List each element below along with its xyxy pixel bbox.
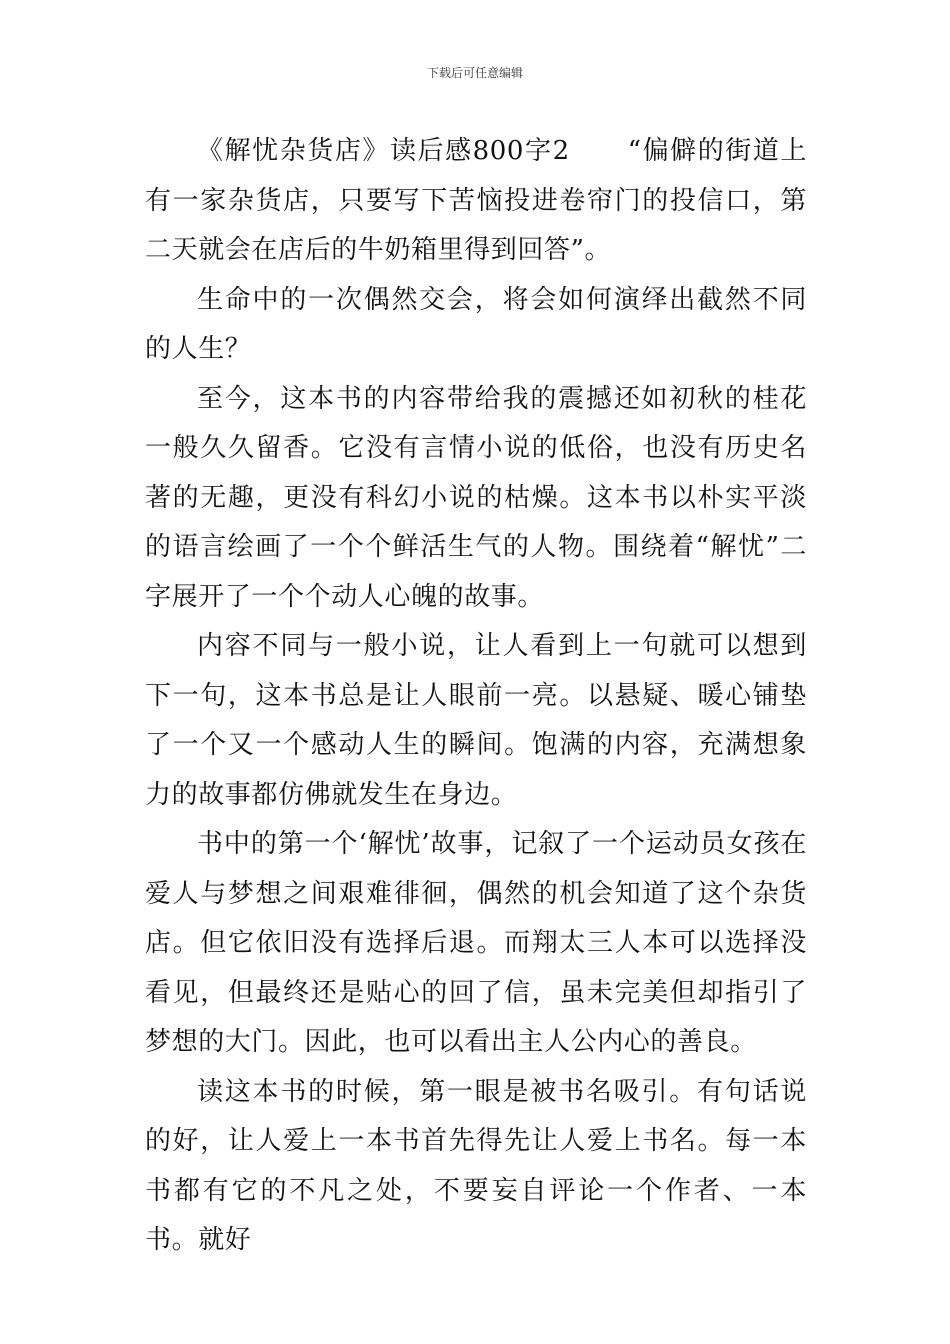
paragraph-5: 书中的第一个‘解忧’故事，记叙了一个运动员女孩在爱人与梦想之间艰难徘徊，偶然的机会知道了这个杂货店。但它依旧没有选择后退。而翔太三人本可以选择没看见，但最终还是贴心的回了信，虽未完美但却指引了梦想的大门。因此，也可以看出主人公内心的善良。 bbox=[145, 829, 807, 1057]
paragraph-4: 内容不同与一般小说，让人看到上一句就可以想到下一句，这本书总是让人眼前一亮。以悬疑、暖心铺垫了一个又一个感动人生的瞬间。饱满的内容，充满想象力的故事都仿佛就发生在身边。 bbox=[145, 631, 807, 810]
paragraph-6: 读这本书的时候，第一眼是被书名吸引。有句话说的好，让人爱上一本书首先得先让人爱上书名。每一本书都有它的不凡之处，不要妄自评论一个作者、一本书。就好 bbox=[145, 1076, 807, 1255]
page-header-note: 下载后可任意编辑 bbox=[426, 66, 523, 80]
essay-title: 《解忧杂货店》读后感800字2 bbox=[197, 136, 570, 166]
paragraph-2: 生命中的一次偶然交会，将会如何演绎出截然不同的人生？ bbox=[145, 284, 807, 364]
document-body bbox=[145, 127, 807, 1266]
paragraph-3: 至今，这本书的内容带给我的震撼还如初秋的桂花一般久久留香。它没有言情小说的低俗，也没有历史名著的无趣，更没有科幻小说的枯燥。这本书以朴实平淡的语言绘画了一个个鲜活生气的人物。围绕着“解忧”二字展开了一个个动人心魄的故事。 bbox=[145, 383, 807, 612]
paragraph-1 bbox=[145, 127, 807, 276]
paragraph-1-text: “偏僻的街道上有一家杂货店，只要写下苦恼投进卷帘门的投信口，第二天就会在店后的牛奶箱里得到回答”。 bbox=[145, 136, 808, 265]
